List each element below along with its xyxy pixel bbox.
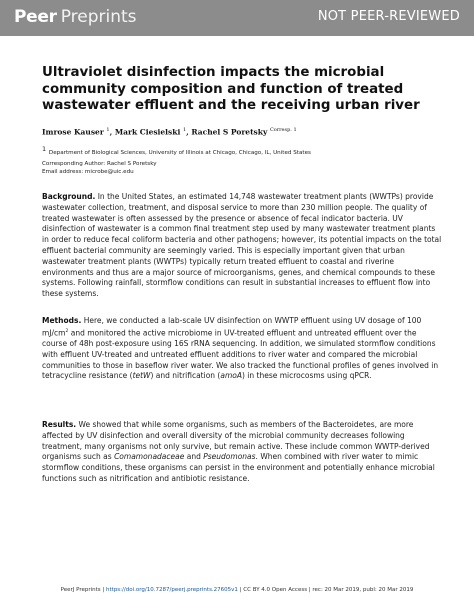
results-text: We showed that while some organisms, such as members of the Bacteroidetes, are more affected by UV disinfection and overall diversity of the microbial community decreases following treatment, many organisms not only survive, but remain active. These include common WWTP-derived organisms such as <box>42 420 430 462</box>
author-name[interactable]: Rachel S Poretsky <box>191 127 268 137</box>
affiliation <box>42 145 311 157</box>
taxon-name: Comamonadaceae <box>114 452 185 462</box>
gene-name: tetW <box>132 371 151 381</box>
results-text: . When combined with river water to mimic stormflow conditions, these organisms can persist in the environment and potentially enhance microbial functions such as nitrification and antibiotic resistance. <box>42 452 435 483</box>
author-name[interactable]: Mark Ciesielski <box>114 127 181 137</box>
abstract-methods <box>42 316 442 382</box>
preprint-banner <box>0 0 474 36</box>
author-affiliation-marker: 1 <box>182 127 187 133</box>
taxon-name: Pseudomonas <box>203 452 256 462</box>
author-affiliation-marker: 1 <box>106 127 110 133</box>
background-text: In the United States, an estimated 14,748 wastewater treatment plants (WWTPs) provide wastewater collection, treatment, and disposal service to more than 230 million people. The quality of treated wastewater is often assessed by the presence or absence of fecal indicator bacteria. UV disinfection of wastewater is a common final treatment step used by many wastewater treatment plants in order to reduce fecal coliform bacteria and other pathogens; however, its potential impacts on the total effluent bacterial community are seemingly varied. This is especially important given that urban wastewater treatment plants (WWTPs) typically return treated effluent to coastal and riverine environments and thus are a major source of microorganisms, genes, and chemical compounds to these systems. Following rainfall, stormflow conditions can result in substantial increases to effluent flow into these systems. <box>42 192 442 299</box>
background-heading: Background. <box>42 192 96 201</box>
methods-superscript: 2 <box>65 328 69 334</box>
footer-suffix: | CC BY 4.0 Open Access | rec: 20 Mar 2019, publ: 20 Mar 2019 <box>237 587 414 593</box>
abstract-background <box>42 192 442 300</box>
methods-text: ) and nitrification ( <box>150 371 221 381</box>
abstract-results <box>42 420 442 485</box>
doi-link[interactable]: https://doi.org/10.7287/peerj.preprints.27605v1 <box>106 587 238 593</box>
results-heading: Results. <box>42 420 77 429</box>
methods-text: Here, we conducted a lab-scale UV disinfection on WWTP effluent using UV dosage of 100 mJ/cm <box>42 316 422 338</box>
review-status-label: NOT PEER-REVIEWED <box>317 9 460 24</box>
corresponding-author: Corresponding Author: Rachel S Poretsky <box>42 161 157 167</box>
author-list: Imrose Kauser $^1$, Mark Ciesielski $^1$, Rachel S Poretsky $^{Corresp. 1}$ <box>42 127 297 137</box>
results-text: and <box>184 452 204 462</box>
methods-text: ) in these microcosms using qPCR. <box>241 371 372 381</box>
brand-peer: Peer <box>14 7 57 27</box>
gene-name: amoA <box>220 371 242 381</box>
article-title: Ultraviolet disinfection impacts the microbial community composition and function of treated wastewater effluent and the receiving urban river <box>42 65 420 113</box>
methods-text: and monitored the active microbiome in UV-treated effluent and untreated effluent over the course of 48h post-exposure using 16S rRNA sequencing. In addition, we simulated stormflow conditions with effluent UV-treated and untreated effluent additions to river water and compared the microbial communities to those in baseflow river water. We also tracked the functional profiles of genes involved in tetracycline resistance ( <box>42 328 439 381</box>
affiliation-number: 1 <box>42 145 47 153</box>
brand-preprints: Preprints <box>60 7 137 27</box>
contact-info <box>42 161 157 176</box>
methods-heading: Methods. <box>42 316 82 325</box>
affiliation-text: Department of Biological Sciences, University of Illinois at Chicago, Chicago, IL, United States <box>48 149 311 156</box>
email-address[interactable]: Email address: microbe@uic.edu <box>42 168 134 175</box>
peerj-preprints-logo[interactable] <box>14 7 137 27</box>
author-affiliation-marker: Corresp. 1 <box>269 127 297 133</box>
page-footer <box>0 587 474 593</box>
author-name[interactable]: Imrose Kauser <box>42 127 104 137</box>
footer-prefix: PeerJ Preprints | <box>60 587 107 593</box>
